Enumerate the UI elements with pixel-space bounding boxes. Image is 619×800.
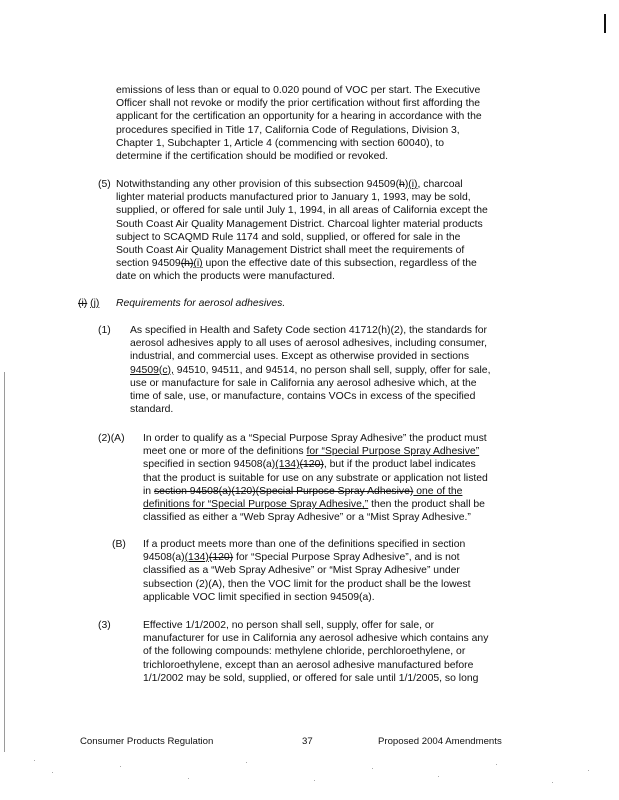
text-line: procedures specified in Title 17, California Code of Regulations, Division 3,	[116, 124, 460, 136]
text-run: 94508(a)	[143, 552, 185, 564]
speck	[496, 764, 497, 765]
text-line: trichloroethylene, except than an aerosol adhesive manufactured before	[143, 659, 474, 671]
speck	[438, 776, 439, 777]
inserted-text: (134)	[275, 459, 300, 471]
inserted-text: (i)	[408, 179, 418, 190]
text-line	[143, 485, 488, 498]
text-run: , charcoal	[417, 179, 463, 190]
inserted-text: (134)	[184, 552, 209, 564]
text-line	[143, 445, 488, 458]
text-run: )	[404, 179, 409, 190]
text-run: in	[143, 485, 154, 497]
text-line: emissions of less than or equal to 0.020 pound of VOC per start. The Executive	[116, 85, 481, 96]
paragraph-2A	[143, 432, 488, 524]
text-line	[78, 297, 99, 310]
speck	[314, 780, 315, 781]
text-line: subsection (2)(A), then the VOC limit for the product shall be the lowest	[143, 578, 471, 590]
inserted-text: for “Special Purpose Spray Adhesive”	[306, 446, 480, 458]
text-line	[143, 498, 488, 511]
text-line: classified as a “Web Spray Adhesive” or “Mist Spray Adhesive” under	[143, 565, 460, 577]
text-line: date on which the products were manufactured.	[116, 271, 335, 283]
text-line: time of sale, use, or manufacture, contains VOCs in excess of the specified	[130, 391, 476, 403]
paragraph-2B	[143, 538, 470, 604]
text-line: subject to SCAQMD Rule 1174 and sold, supplied, or offered for sale in the	[116, 231, 461, 243]
text-line: industrial, and commercial uses. Except as otherwise provided in sections	[130, 351, 470, 363]
margin-scan-line	[4, 372, 5, 752]
deleted-text: (120)	[208, 552, 234, 564]
text-run: , but if the product label indicates	[323, 459, 476, 471]
speck	[246, 762, 247, 763]
text-run: section 94509	[116, 258, 181, 270]
text-line: Officer shall not revoke or modify the prior certification without first affording the	[116, 98, 481, 110]
text-line: Effective 1/1/2002, no person shall sell, supply, offer for sale, or	[143, 620, 435, 631]
speck	[588, 770, 589, 771]
change-bar	[604, 14, 606, 33]
text-line	[143, 458, 488, 471]
inserted-text: definitions for “Special Purpose Spray Adhesive,”	[143, 499, 369, 511]
text-line: South Coast Air Quality Management District. Charcoal lighter material products	[116, 218, 483, 230]
text-line: applicable VOC limit specified in section 94509(a).	[143, 591, 375, 603]
footer-right: Proposed 2004 Amendments	[378, 736, 502, 747]
text-run: 94510, 94511, and 94514, no person shall sell, supply, offer for sale,	[173, 364, 491, 376]
text-line: Chapter 1, Subchapter 1, Article 4 (commencing with section 60040), to	[116, 137, 445, 149]
item-number: (3)	[98, 620, 111, 631]
text-line: South Coast Air Quality Management District shall meet the requirements of	[116, 245, 465, 257]
text-line: of the following compounds: methylene chloride, perchloroethylene, or	[143, 646, 466, 658]
text-line: supplied, or offered for sale until July 1, 1994, in all areas of California except the	[116, 205, 488, 217]
footer-left: Consumer Products Regulation	[80, 736, 214, 747]
text-run: Notwithstanding any other provision of this subsection 94509(	[116, 179, 400, 190]
speck	[372, 768, 373, 769]
item-number: (2)(A)	[98, 433, 125, 444]
speck	[188, 778, 189, 779]
text-run: meet one or more of the definitions	[143, 446, 307, 458]
text-run: specified in section 94508(a)	[143, 459, 276, 471]
deleted-text: section 94508(a)(120)(Special Purpose Spray Adhesive)	[153, 485, 414, 497]
speck	[34, 760, 35, 761]
text-line: aerosol adhesives apply to all uses of aerosol adhesives, including consumer,	[130, 338, 487, 350]
paragraph-5	[116, 178, 488, 284]
inserted-text: one of the	[413, 485, 463, 497]
deleted-text: (h)	[180, 258, 194, 270]
text-line: applicant for the certification an opportunity for a hearing in accordance with the	[116, 111, 482, 123]
text-line: manufacturer for use in California any aerosol adhesive which contains any	[143, 633, 489, 645]
text-line	[116, 257, 488, 270]
item-number: (1)	[98, 325, 111, 336]
text-line: 1/1/2002 may be sold, supplied, or offered for sale until 1/1/2005, so long	[143, 672, 479, 684]
text-line: use or manufacture for sale in California any aerosol adhesive which, at the	[130, 377, 477, 389]
text-line: As specified in Health and Safety Code section 41712(h)(2), the standards for	[130, 325, 487, 336]
text-line: standard.	[130, 404, 174, 416]
text-line: lighter material products manufactured prior to January 1, 1993, may be sold,	[116, 192, 471, 204]
text-line: that the product is suitable for use on any substrate or application not listed	[143, 472, 488, 484]
speck	[52, 772, 53, 773]
speck	[120, 766, 121, 767]
paragraph-1	[130, 324, 490, 416]
deleted-text: (i)	[78, 298, 88, 309]
inserted-text: 94509(c),	[130, 364, 174, 376]
paragraph-3	[143, 619, 488, 685]
text-run: then the product shall be	[368, 499, 485, 511]
section-heading	[78, 297, 99, 310]
text-run: upon the effective date of this subsection, regardless of the	[202, 258, 477, 270]
text-line	[116, 178, 488, 191]
inserted-text: (j)	[90, 298, 100, 309]
speck	[552, 782, 553, 783]
inserted-text: (i)	[193, 258, 203, 270]
text-line	[130, 364, 490, 377]
paragraph-continuation	[116, 84, 482, 163]
deleted-text: (120)	[299, 459, 324, 471]
text-line: determine if the certification should be modified or revoked.	[116, 151, 389, 163]
text-line: classified as either a “Web Spray Adhesive” or a “Mist Spray Adhesive.”	[143, 512, 471, 524]
text-run: for “Special Purpose Spray Adhesive”, and is not	[233, 552, 460, 564]
page-number: 37	[302, 736, 313, 747]
section-title: Requirements for aerosol adhesives.	[116, 298, 286, 309]
text-line: In order to qualify as a “Special Purpose Spray Adhesive” the product must	[143, 433, 487, 444]
item-number: (B)	[112, 539, 126, 550]
text-line: If a product meets more than one of the definitions specified in section	[143, 539, 466, 550]
item-number: (5)	[98, 179, 111, 190]
text-line	[143, 551, 470, 564]
deleted-text: h	[399, 179, 405, 190]
